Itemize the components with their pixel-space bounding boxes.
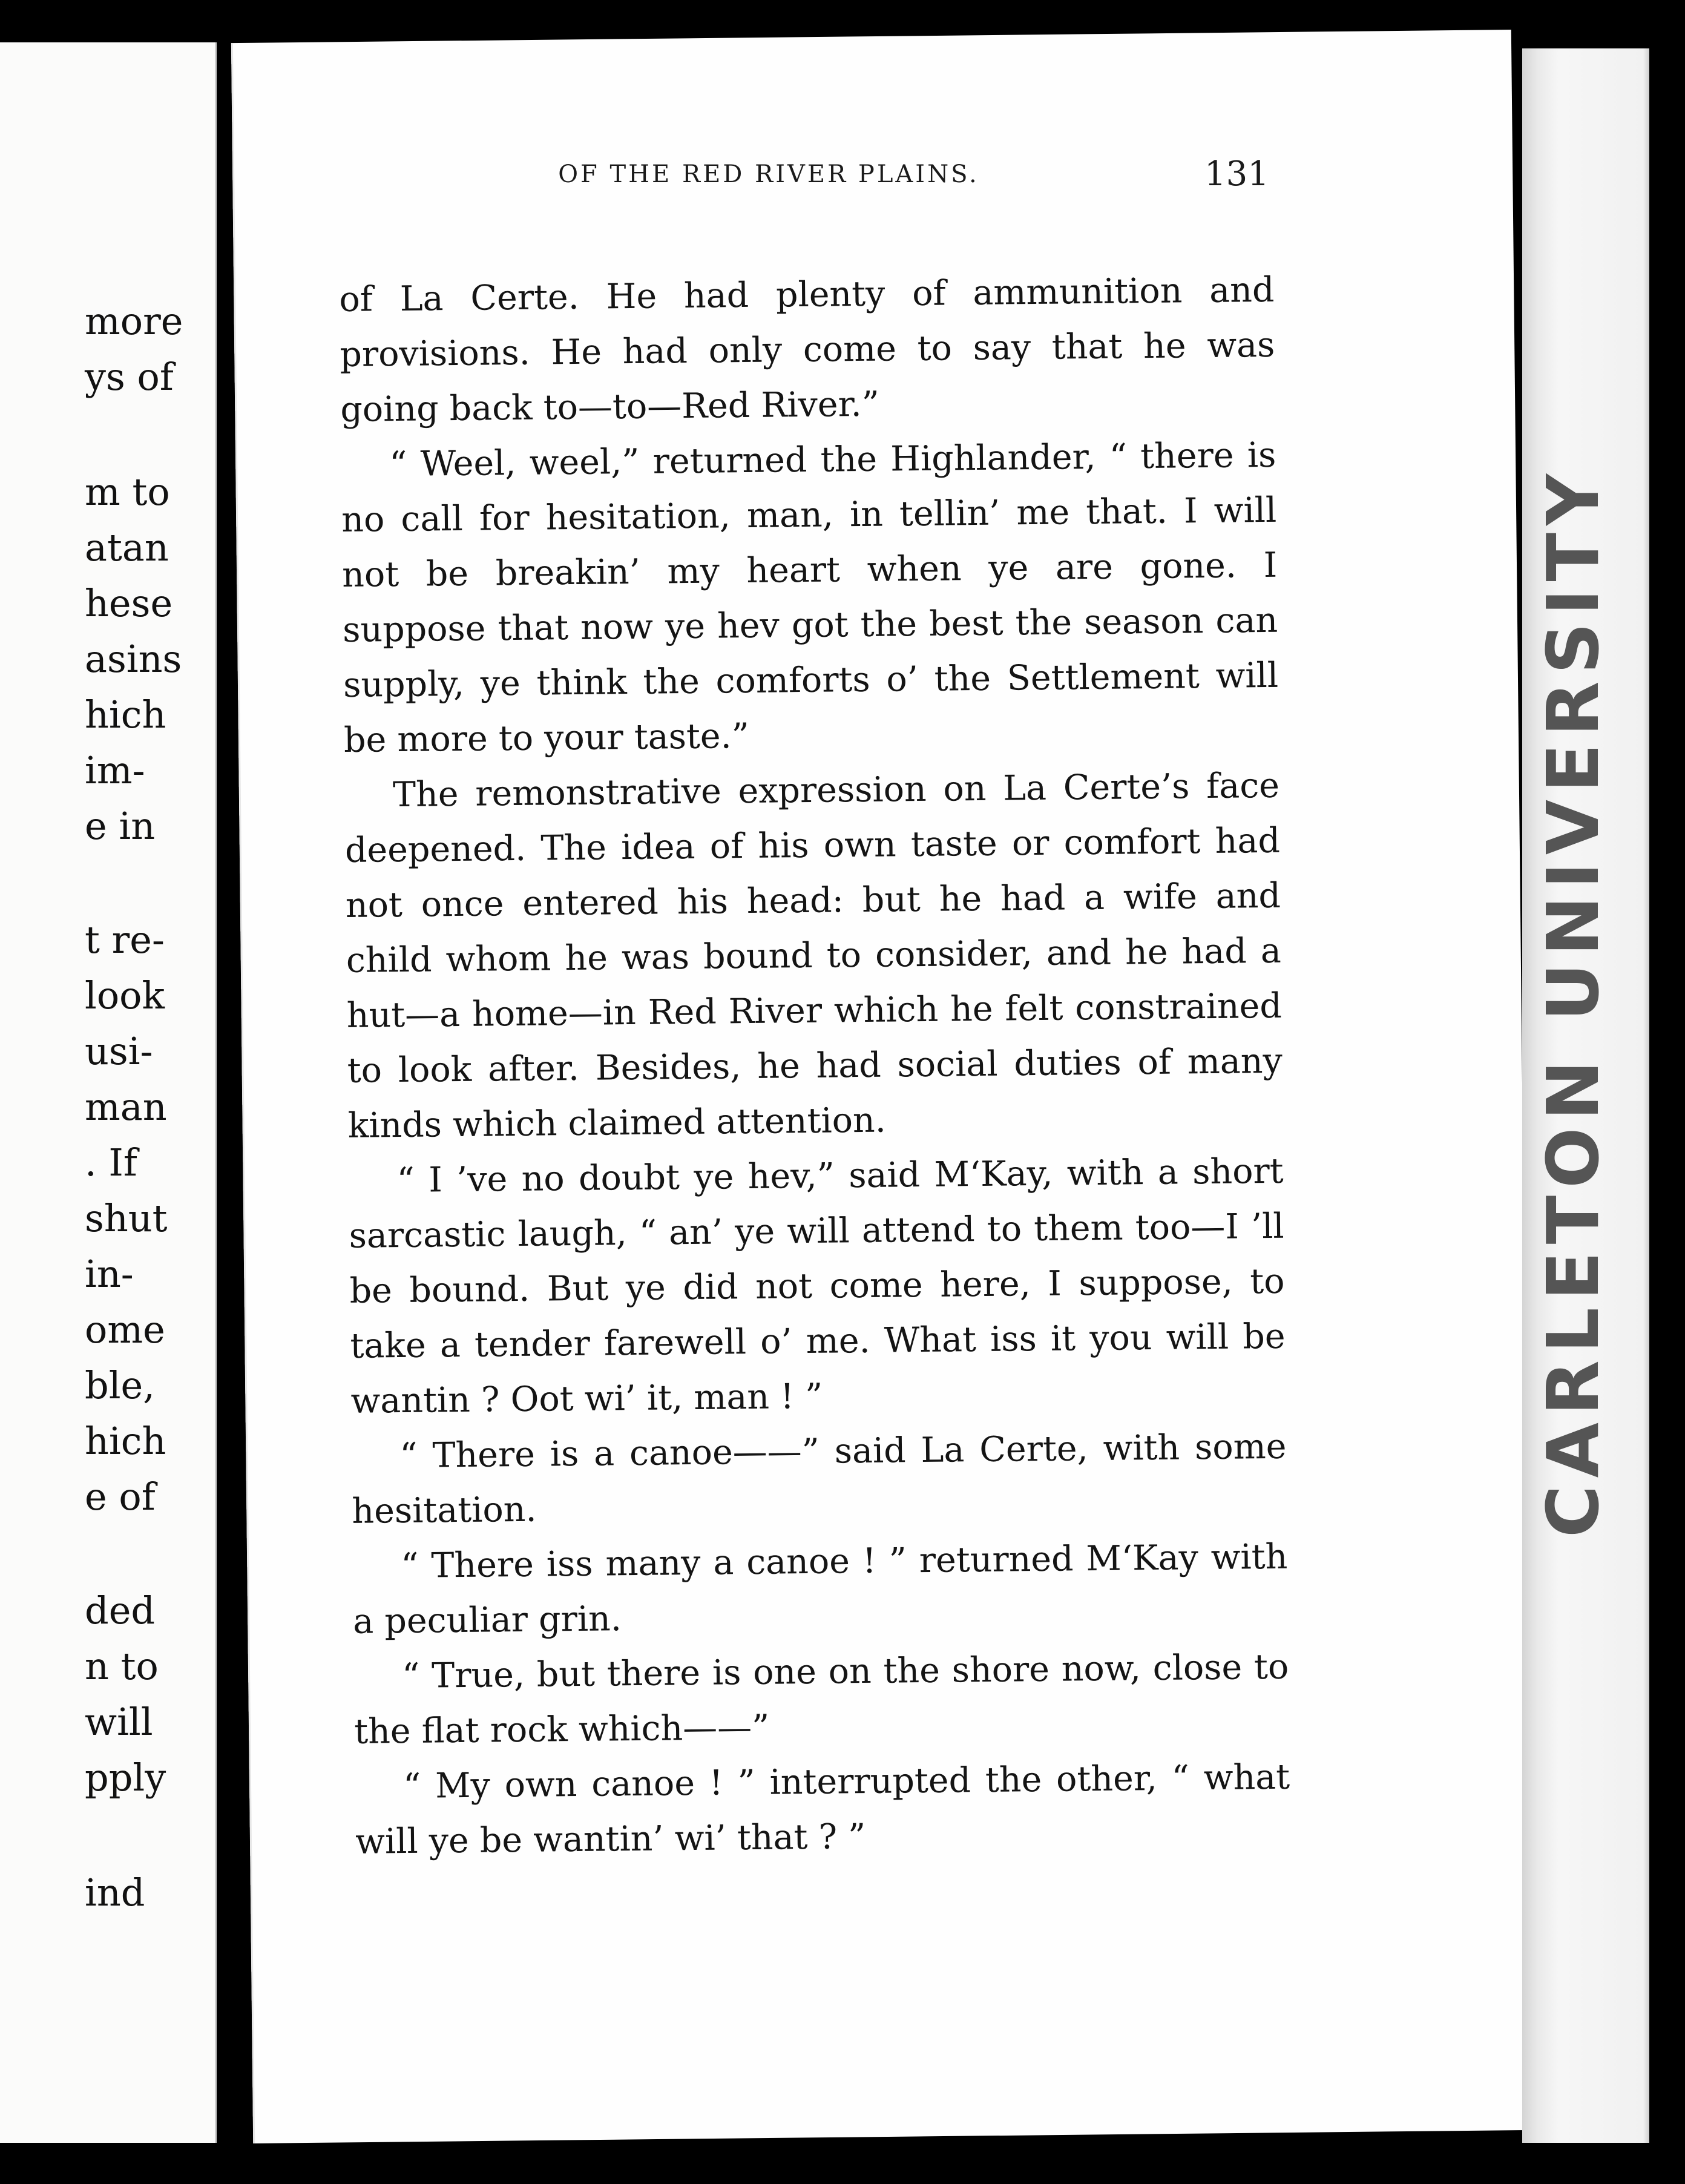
- left-text-line: t re-: [85, 918, 165, 962]
- left-text-line: man: [85, 1085, 167, 1129]
- left-text-line: hich: [85, 1419, 166, 1463]
- left-text-line: hich: [85, 692, 166, 737]
- left-page-fragment: [0, 42, 217, 2143]
- left-text-line: hese: [85, 581, 173, 625]
- left-text-line: n to: [85, 1644, 159, 1688]
- left-text-line: look: [85, 973, 165, 1018]
- running-head: OF THE RED RIVER PLAINS.: [558, 160, 979, 188]
- left-text-line: e in: [85, 804, 156, 848]
- paragraph: “ My own canoe ! ” interrupted the other, “ what will ye be wantin’ wi’ that ? ”: [355, 1757, 1290, 1862]
- paragraph: “ Weel, weel,” returned the Highlander, “ there is no call for hesitation, man, in tellin’ me that. I will not be breakin’ my heart when ye are gone. I suppose that now ye hev got the best the season can supply, ye think the comforts o’ the Settlement will be more to your taste.”: [341, 435, 1279, 760]
- left-text-line: im-: [85, 748, 145, 792]
- paragraph: The remonstrative expression on La Certe’s face deepened. The idea of his own taste or comfort had not once entered his head: but he had a wife and child whom he was bound to consider, and he had a hut—a home—in Red River which he felt constrained to look after. Besides, he had social duties of many kinds which claimed attention.: [344, 765, 1283, 1146]
- paragraph: “ True, but there is one on the shore now, close to the flat rock which——”: [353, 1646, 1289, 1752]
- page-body: [339, 263, 1291, 1870]
- left-text-line: . If: [85, 1140, 137, 1185]
- left-text-line: asins: [85, 637, 182, 681]
- paragraph: “ I ’ve no doubt ye hev,” said M‘Kay, with a short sarcastic laugh, “ an’ ye will attend to them too—I ’ll be bound. But ye did not come here, I suppose, to take a tender farewell o’ me. What iss it you will be wantin ? Oot wi’ it, man ! ”: [349, 1151, 1286, 1421]
- paragraph: of La Certe. He had plenty of ammunition and provisions. He had only come to say that he was going back to—to—Red River.”: [339, 269, 1275, 430]
- left-text-line: shut: [85, 1196, 168, 1240]
- left-text-line: pply: [85, 1755, 166, 1800]
- left-text-line: in-: [85, 1252, 134, 1296]
- left-text-line: ys of: [85, 355, 174, 399]
- left-text-line: ded: [85, 1588, 156, 1633]
- paragraph: “ There is a canoe——” said La Certe, with some hesitation.: [352, 1426, 1287, 1531]
- left-text-line: ome: [85, 1307, 165, 1352]
- page-number: 131: [1204, 154, 1269, 194]
- left-text-line: will: [85, 1700, 153, 1744]
- library-edge-stamp: CARLETON UNIVERSITY: [1531, 466, 1615, 1538]
- left-text-line: e of: [85, 1475, 156, 1519]
- paragraph: “ There iss many a canoe ! ” returned M‘Kay with a peculiar grin.: [352, 1536, 1288, 1642]
- left-text-line: atan: [85, 525, 169, 570]
- left-text-line: ind: [85, 1870, 145, 1915]
- left-text-line: m to: [85, 470, 170, 514]
- left-text-line: usi-: [85, 1029, 153, 1073]
- left-text-line: ble,: [85, 1363, 155, 1407]
- left-text-line: more: [85, 299, 183, 343]
